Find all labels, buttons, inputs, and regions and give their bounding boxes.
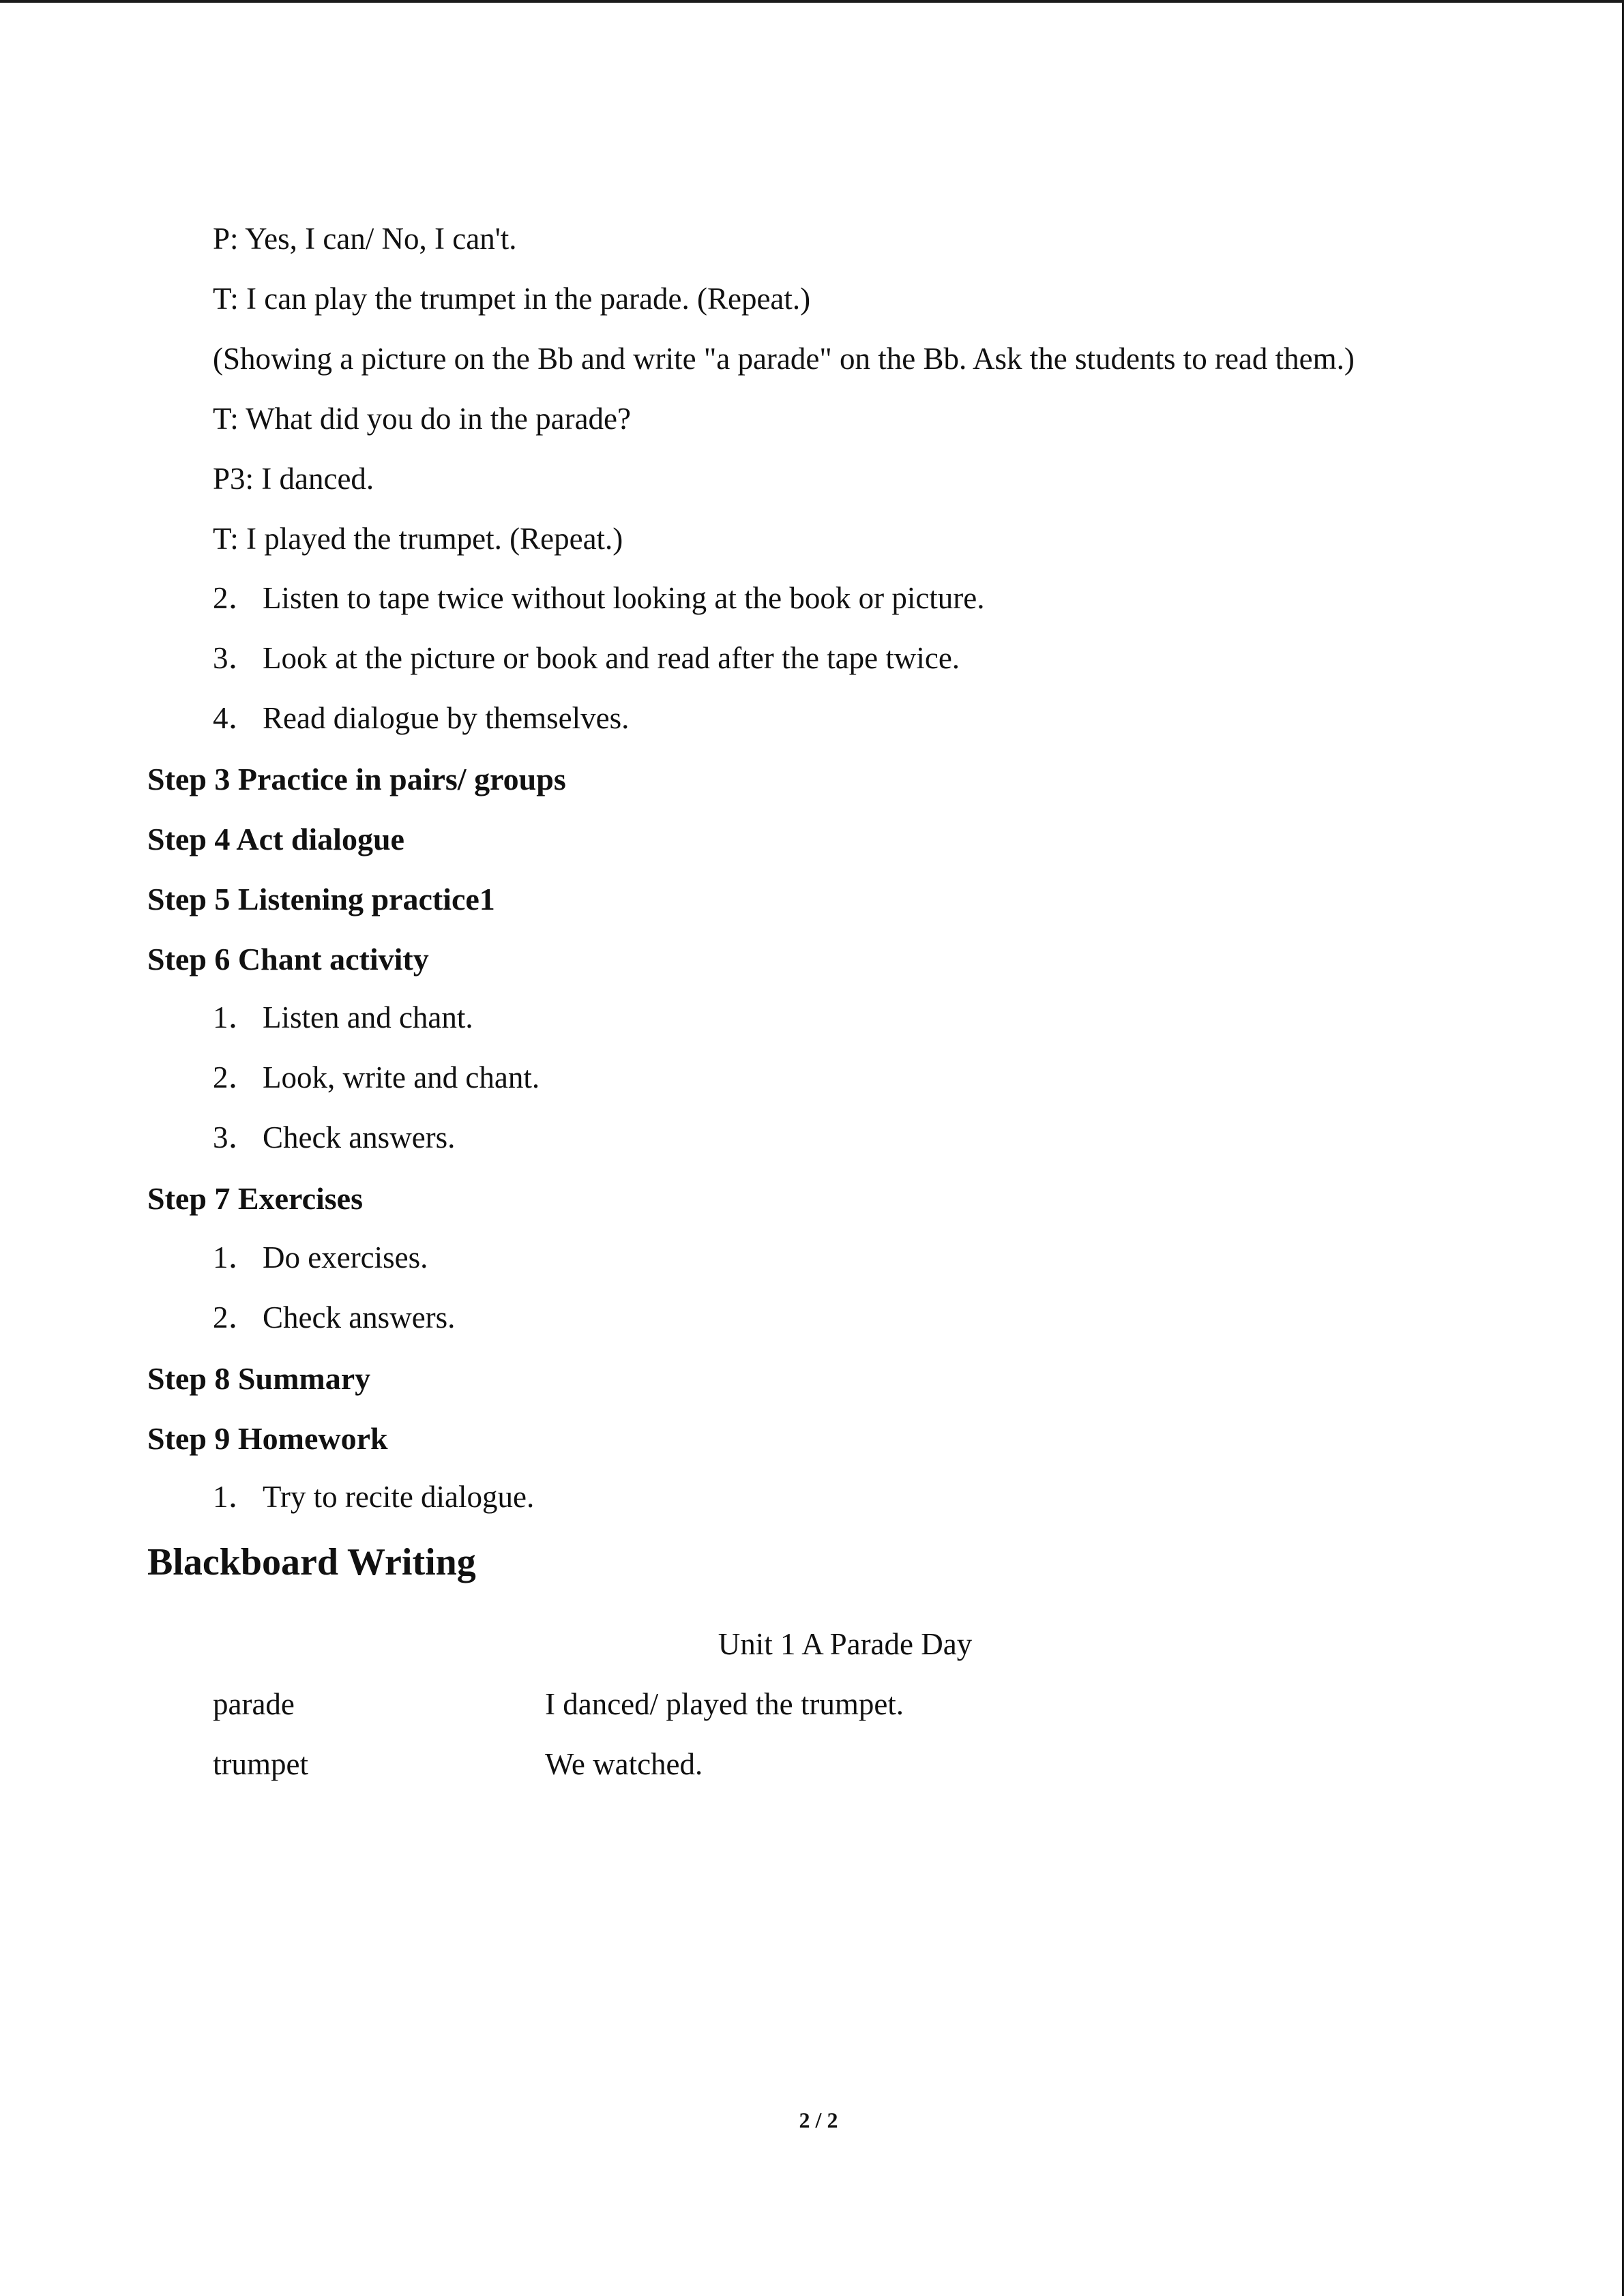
step-heading: Step 6 Chant activity [147,942,429,976]
blackboard-word: parade [213,1687,295,1721]
list-item [213,1002,473,1033]
step-heading: Step 5 Listening practice1 [147,882,495,916]
page-top-border [0,0,1624,3]
list-item-text: Try to recite dialogue. [263,1480,535,1514]
step-heading: Step 9 Homework [147,1421,388,1456]
list-item-text: Look at the picture or book and read after the tape twice. [263,641,960,675]
list-item-text: Check answers. [263,1300,456,1335]
list-item-number: 2． [213,1300,259,1335]
list-item-text: Listen and chant. [263,1000,473,1034]
list-item-text: Listen to tape twice without looking at the book or picture. [263,581,985,615]
blackboard-word: trumpet [213,1747,308,1781]
step-heading: Step 3 Practice in pairs/ groups [147,762,566,796]
list-item-text: Look, write and chant. [263,1060,540,1094]
list-item [213,1302,455,1333]
step-heading: Step 8 Summary [147,1361,371,1396]
list-item [213,643,960,674]
list-item-number: 1． [213,1000,259,1034]
list-item [213,583,985,614]
list-item-text: Do exercises. [263,1240,428,1274]
list-item-number: 2． [213,1060,259,1094]
dialogue-line: (Showing a picture on the Bb and write "a parade" on the Bb. Ask the students to read them.) [213,342,1355,376]
dialogue-line: T: I can play the trumpet in the parade. (Repeat.) [213,282,811,316]
page-number: 2 / 2 [799,2108,838,2132]
list-item [213,1242,428,1273]
blackboard-sentence: We watched. [545,1747,703,1781]
step-heading: Step 4 Act dialogue [147,822,404,856]
dialogue-line: P3: I danced. [213,462,374,496]
list-item-number: 1． [213,1240,259,1274]
dialogue-line: T: What did you do in the parade? [213,402,631,436]
list-item-number: 2． [213,581,259,615]
list-item-number: 3． [213,641,259,675]
blackboard-sentence: I danced/ played the trumpet. [545,1687,904,1721]
list-item-number: 4． [213,701,259,735]
list-item-text: Check answers. [263,1120,456,1154]
list-item [213,1062,540,1093]
list-item [213,703,629,734]
list-item [213,1482,534,1512]
list-item-number: 3． [213,1120,259,1154]
dialogue-line: T: I played the trumpet. (Repeat.) [213,522,623,556]
dialogue-line: P: Yes, I can/ No, I can't. [213,222,517,256]
list-item-text: Read dialogue by themselves. [263,701,630,735]
blackboard-title: Unit 1 A Parade Day [718,1627,973,1661]
step-heading: Step 7 Exercises [147,1181,364,1216]
list-item-number: 1． [213,1480,259,1514]
section-heading: Blackboard Writing [147,1541,476,1583]
list-item [213,1122,455,1153]
